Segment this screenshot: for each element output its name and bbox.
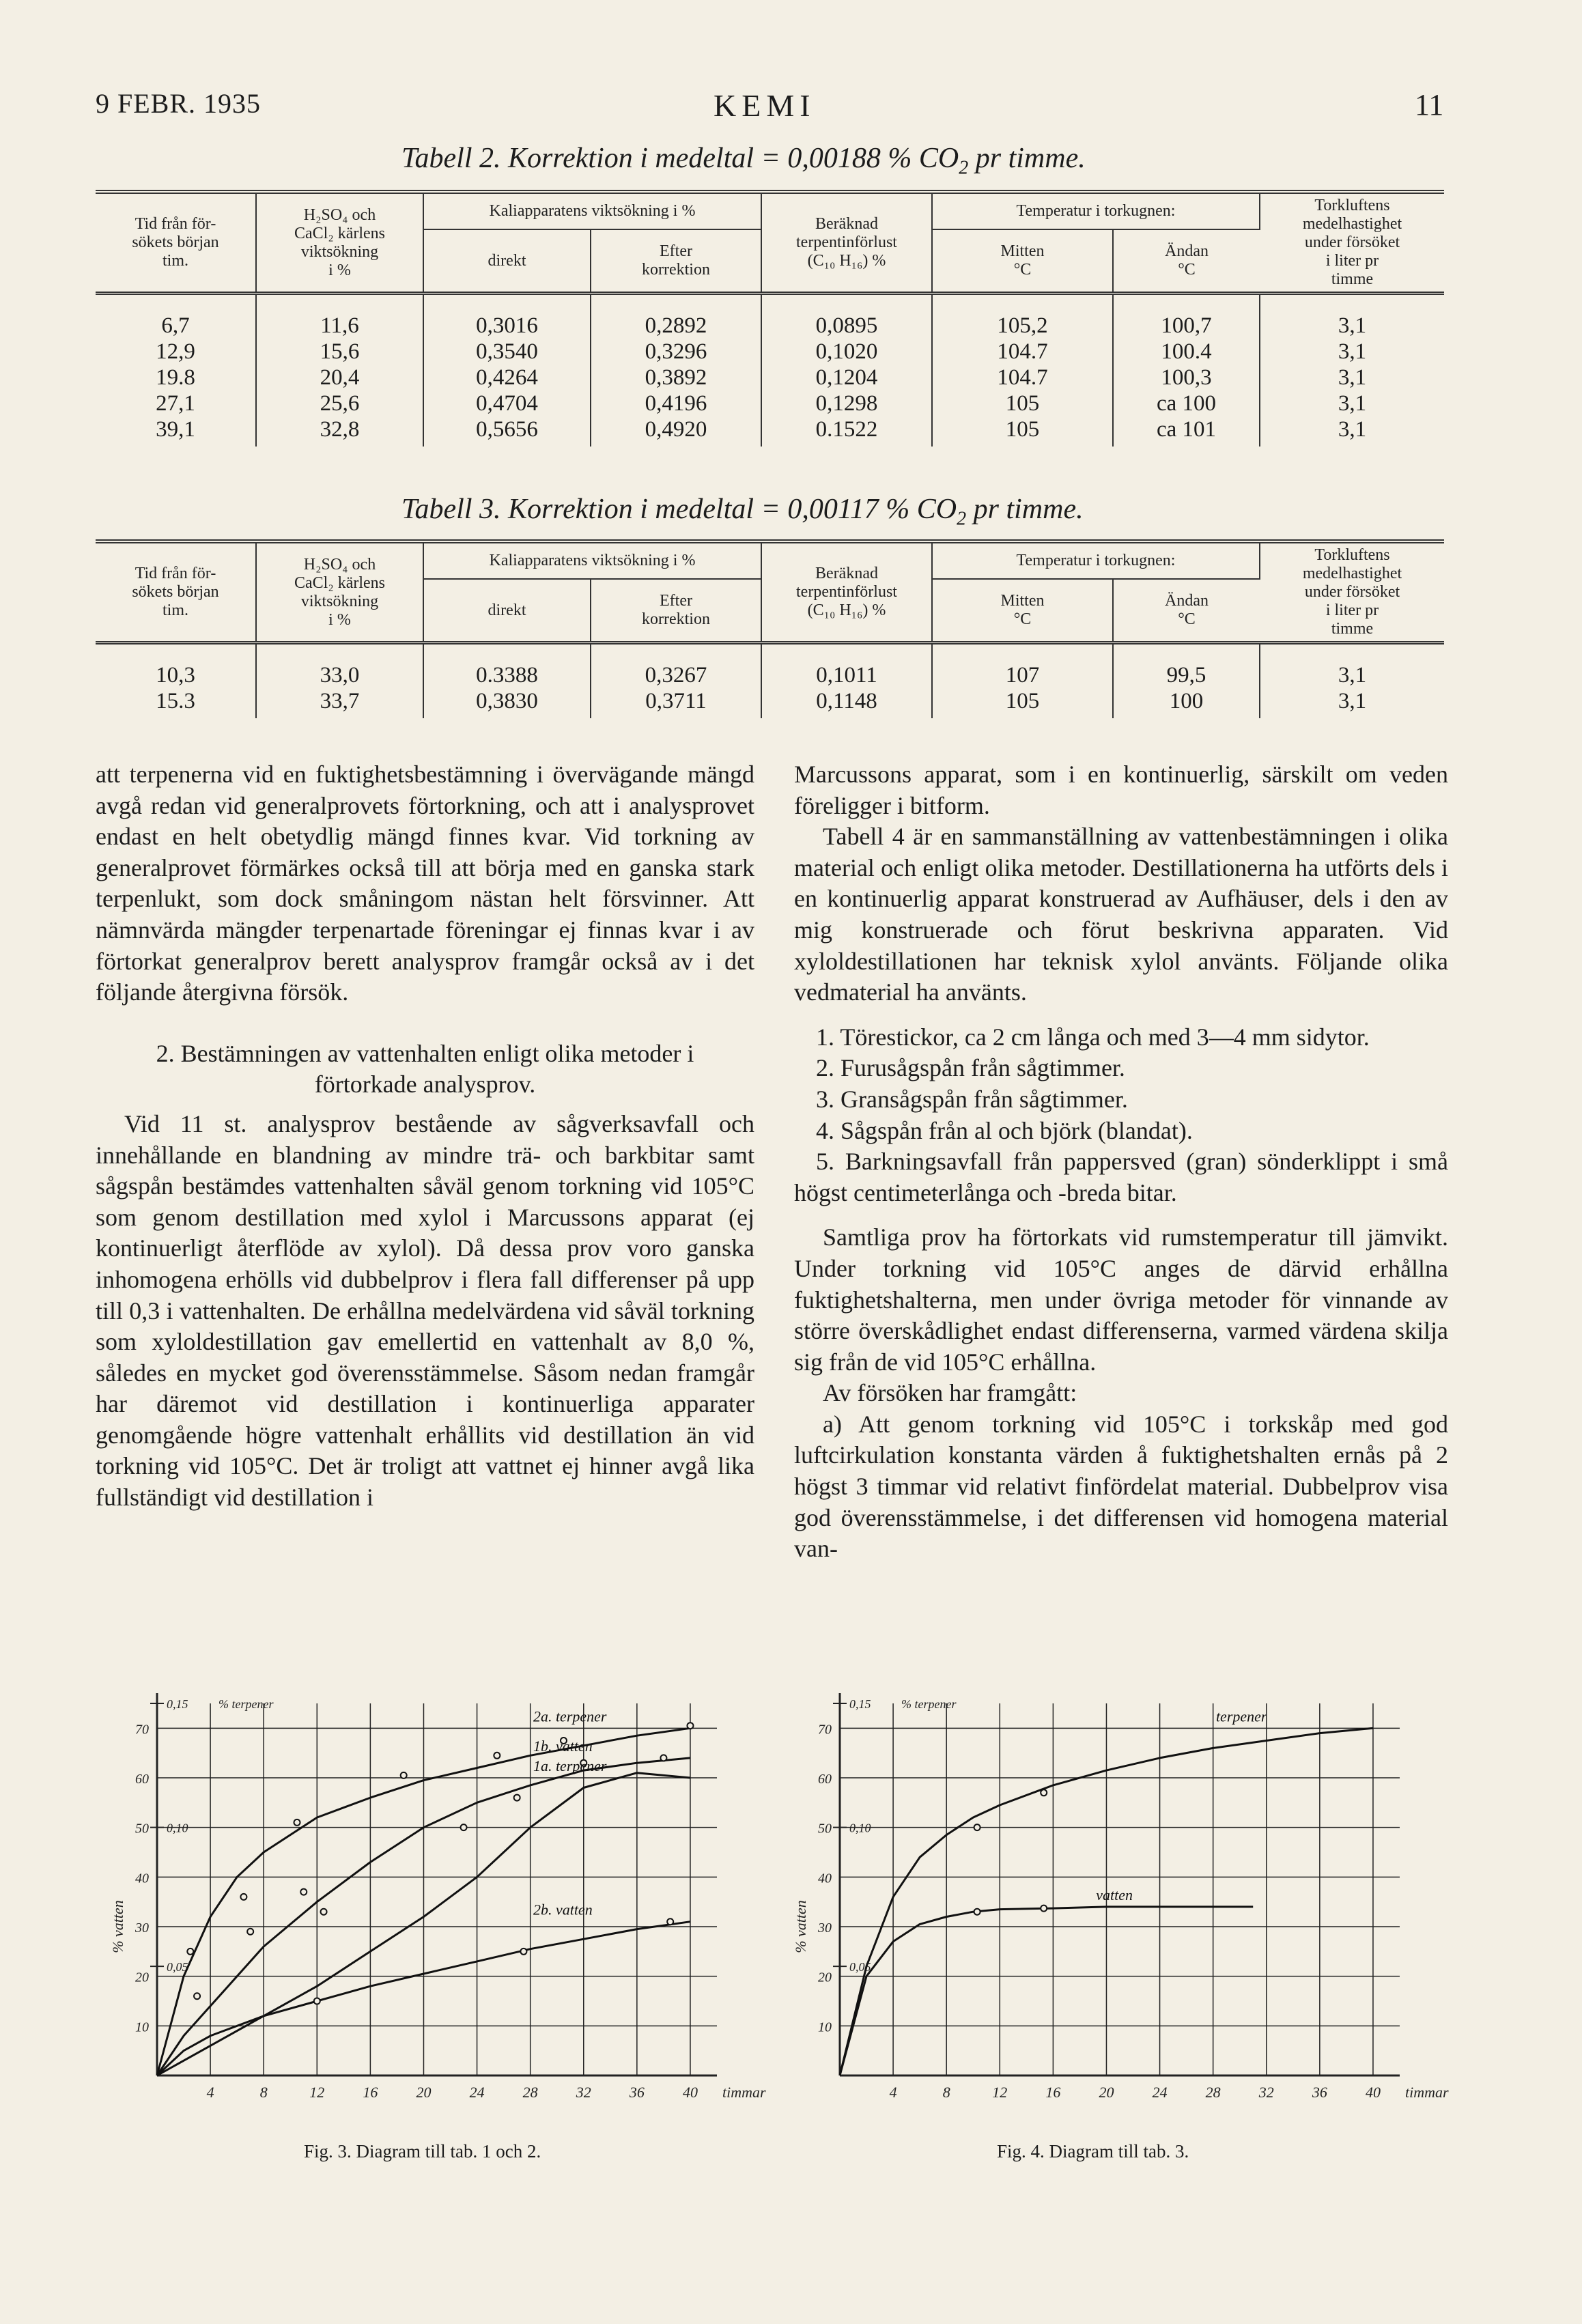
data-point [974,1909,980,1915]
data-point [667,1918,673,1925]
data-point [660,1755,666,1761]
data-point [314,1998,320,2004]
col-direkt: direkt [423,579,591,643]
x-tick-label: 36 [629,2084,645,2101]
cell: 32,8 [256,416,423,447]
cell: 0,4264 [423,365,591,391]
table2-caption: Tabell 2. Korrektion i medeltal = 0,00188 % $CO_2$ pr timme. [401,143,1086,179]
x-tick-label: 40 [682,2084,698,2101]
cell: 0,1204 [761,365,932,391]
col-kalia: Kaliapparatens viktsökning i % [423,541,761,579]
x-unit-label: timmar [722,2084,766,2101]
table3-caption: Tabell 3. Korrektion i medeltal = 0,00117 % $CO_2$ pr timme. [401,494,1084,530]
section-heading: 2. Bestämningen av vattenhalten enligt olika metoder i förtorkade analysprov. [156,1039,694,1099]
table-row [96,339,1444,365]
y-tick-label: 40 [818,1871,832,1886]
series-label: 2b. vatten [533,1901,593,1918]
figure-4-chart [785,1686,1449,2130]
table-row [96,688,1444,718]
cell: 27,1 [96,391,256,416]
cell: 15.3 [96,688,256,718]
cell: 3,1 [1338,391,1367,416]
data-point [1041,1905,1047,1912]
col-terpen: Beräknad terpentinförlust (C₁₀ H₁₆) % [761,192,932,294]
cell: 12,9 [96,339,256,365]
cell: 105 [932,688,1113,718]
y-tick-label: 20 [818,1970,832,1985]
table-row [96,643,1444,689]
data-point [194,1993,200,1999]
cell: 3,1 [1338,365,1367,390]
cell: 10,3 [96,643,256,689]
x-unit-label: timmar [1405,2084,1449,2101]
table-row [96,365,1444,391]
figure-3-chart [102,1686,766,2130]
x-tick-label: 32 [576,2084,591,2101]
journal-title: KEMI [714,88,816,123]
y2-tick-label: 0,10 [849,1821,871,1835]
data-point [240,1894,246,1900]
cell: 3,1 [1338,339,1367,364]
right-column [794,759,1448,1565]
col-kalia: Kaliapparatens viktsökning i % [423,192,761,229]
data-point [687,1723,693,1729]
cell: 107 [932,643,1113,689]
cell: 105,2 [932,294,1113,339]
x-tick-label: 24 [1152,2084,1168,2101]
cell: 0,0895 [761,294,932,339]
y-tick-label: 30 [818,1921,832,1936]
cell: 3,1 [1338,663,1367,688]
y-tick-label: 40 [135,1871,149,1886]
cell: 6,7 [96,294,256,339]
data-point [1041,1789,1047,1796]
cell: 11,6 [256,294,423,339]
data-point [401,1772,407,1779]
data-point [520,1949,526,1955]
data-point [461,1824,467,1830]
x-tick-label: 24 [469,2084,485,2101]
col-direkt: direkt [423,229,591,294]
y-axis-label: % vatten [792,1900,809,1953]
cell: 0,1020 [761,339,932,365]
y-tick-label: 10 [818,2020,832,2035]
y2-tick-label: 0,05 [167,1960,188,1974]
y-tick-label: 50 [818,1821,832,1837]
x-tick-label: 32 [1258,2084,1274,2101]
x-tick-label: 8 [942,2084,950,2101]
data-point [514,1795,520,1801]
cell: 0,3267 [591,643,761,689]
paragraph: Samtliga prov ha förtorkats vid rumstemperatur till jämvikt. Under torkning vid 105°C anges de därvid erhållna fuktighetshalterna, men under övriga metoder för vinnande av större överskådlighet endast differenserna, varmed värdena skilja sig från de vid 105°C erhållna. [794,1223,1448,1376]
paragraph: Av försöken har framgått: [823,1379,1077,1407]
cell: 105 [932,391,1113,416]
cell: 100,7 [1113,294,1260,339]
col-efter: Efter korrektion [591,229,761,294]
cell: 100,3 [1113,365,1260,391]
list-item: 4. Sågspån från al och björk (blandat). [816,1116,1193,1144]
cell: 0,3296 [591,339,761,365]
material-list [794,1022,1448,1209]
cell: 0.1522 [761,416,932,447]
col-h2so4: H₂SO₄ och CaCl₂ kärlens viktsökning i % [256,192,423,294]
paragraph: att terpenerna vid en fuktighetsbestämning i övervägande mängd avgå redan vid generalprovets förtorkning, och att i analysprovet endast en helt obetydlig mängd finnes kvar. Vid torkning av generalprovet förmärkes också till att börja med en ganska stark terpenlukt, som dock småningom nästan helt försvinner. Att nämnvärda mängder terpenartade föreningar ej finnas kvar i av förtorkat generalprov berett analysprov framgår också av i det följande återgivna försök. [96,761,754,1006]
y-tick-label: 60 [818,1772,832,1787]
cell: 0.3388 [423,643,591,689]
left-column [96,759,754,1514]
data-point [294,1819,300,1826]
list-item: 1. Törestickor, ca 2 cm långa och med 3—4 mm sidytor. [816,1023,1370,1051]
col-mitten: Mitten °C [932,229,1113,294]
cell: 0,4196 [591,391,761,416]
y-tick-label: 70 [818,1722,832,1738]
x-tick-label: 28 [522,2084,538,2101]
figure-4-caption: Fig. 4. Diagram till tab. 3. [997,2141,1189,2162]
cell: 0,3711 [591,688,761,718]
cell: 3,1 [1338,689,1367,713]
x-tick-label: 16 [1045,2084,1061,2101]
y-tick-label: 30 [135,1921,149,1936]
cell: 0,1148 [761,688,932,718]
y-tick-label: 10 [135,2020,149,2035]
page-number: 11 [1415,88,1444,122]
x-tick-label: 16 [363,2084,378,2101]
list-item: 2. Furusågspån från sågtimmer. [816,1054,1125,1082]
cell: 25,6 [256,391,423,416]
y-axis-label: % vatten [109,1900,126,1953]
col-time: Tid från för- sökets början tim. [96,192,256,294]
data-point [321,1909,327,1915]
data-point [247,1929,253,1935]
paragraph: Tabell 4 är en sammanställning av vattenbestämningen i olika material och enligt olika metoder. Destillationerna ha utförts dels i en kontinuerlig apparat konstruerad av Aufhäuser, dels i den av mig konstruerade och förut beskrivna apparaten. Vid xyloldestillationen har teknisk xylol använts. Följande olika vedmaterial ha använts. [794,823,1448,1006]
col-luft: Torkluftens medelhastighet under försöket i liter pr timme [1260,541,1444,643]
issue-date: 9 FEBR. 1935 [96,88,262,119]
cell: 3,1 [1338,417,1367,442]
series-label: 1a. terpener [533,1757,607,1774]
paragraph: Marcussons apparat, som i en kontinuerlig, särskilt om veden föreligger i bitform. [794,761,1448,819]
cell: 0,3830 [423,688,591,718]
cell: 3,1 [1338,313,1367,338]
col-andan: Ändan °C [1113,229,1260,294]
col-temp: Temperatur i torkugnen: [932,541,1260,579]
x-tick-label: 12 [309,2084,325,2101]
figure-3-caption: Fig. 3. Diagram till tab. 1 och 2. [304,2141,541,2162]
series-line [840,1907,1253,2075]
y2-tick-label: 0,15 [167,1697,188,1711]
y2-axis-label: % terpener [218,1697,274,1711]
cell: 105 [932,416,1113,447]
y2-tick-label: 0,05 [849,1960,871,1974]
x-tick-label: 40 [1365,2084,1381,2101]
x-tick-label: 4 [889,2084,897,2101]
paragraph: Vid 11 st. analysprov bestående av sågverksavfall och innehållande en blandning av mindre trä- och barkbitar samt sågspån bestämdes vattenhalten såväl genom torkning vid 105°C som genom destillation med xylol i Marcussons apparat (ej kontinuerligt återflöde av xylol). Då dessa prov voro ganska inhomogena erhölls vid dubbelprov i flera fall differenser på upp till 0,3 i vattenhalten. De erhållna medelvärdena vid såväl torkning som xyloldestillation gav emellertid en vattenhalt av 8,0 %, således en mycket god överensstämmelse. Såsom nedan framgår har däremot vid destillation i kontinuerliga apparater genomgående högre vattenhalt erhållits vid destillation än vid torkning vid 105°C. Det är troligt att vattnet ej hinner avgå lika fullständigt vid destillation i [96,1109,754,1512]
col-temp: Temperatur i torkugnen: [932,192,1260,229]
cell: ca 100 [1113,391,1260,416]
series-label: terpener [1215,1707,1267,1725]
x-tick-label: 36 [1312,2084,1327,2101]
cell: 99,5 [1113,643,1260,689]
cell: 104.7 [932,365,1113,391]
col-luft: Torkluftens medelhastighet under försöket i liter pr timme [1260,192,1444,294]
y-tick-label: 70 [135,1722,149,1738]
data-point [974,1824,980,1830]
table-3 [96,539,1444,718]
cell: 0,4920 [591,416,761,447]
cell: 20,4 [256,365,423,391]
table-row [96,294,1444,339]
col-h2so4: H₂SO₄ och CaCl₂ kärlens viktsökning i % [256,541,423,643]
y2-tick-label: 0,15 [849,1697,871,1711]
cell: 0,2892 [591,294,761,339]
cell: 33,0 [256,643,423,689]
y-tick-label: 50 [135,1821,149,1837]
cell: 39,1 [96,416,256,447]
table-2 [96,190,1444,447]
x-tick-label: 20 [1099,2084,1114,2101]
cell: 0,1298 [761,391,932,416]
x-tick-label: 28 [1205,2084,1221,2101]
cell: 0,3892 [591,365,761,391]
cell: 19.8 [96,365,256,391]
cell: 15,6 [256,339,423,365]
cell: 0,3016 [423,294,591,339]
data-point [300,1889,307,1895]
data-point [187,1949,193,1955]
paragraph: a) Att genom torkning vid 105°C i torkskåp med god luftcirkulation konstanta värden å fuktighetshalten ernås på 2 högst 3 timmar vid relativt finfördelat material. Dubbelprov visa god överensstämmelse, i det differensen vid homogena material van- [794,1410,1448,1563]
y-tick-label: 60 [135,1772,149,1787]
cell: 104.7 [932,339,1113,365]
series-label: 2a. terpener [533,1707,607,1725]
list-item: 5. Barkningsavfall från pappersved (gran) sönderklippt i små högst centimeterlånga och -breda bitar. [794,1148,1448,1206]
x-tick-label: 12 [992,2084,1008,2101]
col-time: Tid från för- sökets början tim. [96,541,256,643]
cell: 0,5656 [423,416,591,447]
cell: 33,7 [256,688,423,718]
table-row [96,391,1444,416]
y2-tick-label: 0,10 [167,1821,188,1835]
col-mitten: Mitten °C [932,579,1113,643]
x-tick-label: 20 [416,2084,432,2101]
series-label: 1b. vatten [533,1737,593,1755]
y-tick-label: 20 [135,1970,149,1985]
cell: ca 101 [1113,416,1260,447]
list-item: 3. Gransågspån från sågtimmer. [816,1085,1128,1113]
cell: 0,4704 [423,391,591,416]
col-efter: Efter korrektion [591,579,761,643]
cell: 100 [1113,688,1260,718]
col-andan: Ändan °C [1113,579,1260,643]
cell: 100.4 [1113,339,1260,365]
x-tick-label: 8 [259,2084,268,2101]
y2-axis-label: % terpener [901,1697,957,1711]
col-terpen: Beräknad terpentinförlust (C₁₀ H₁₆) % [761,541,932,643]
x-tick-label: 4 [206,2084,214,2101]
data-point [494,1753,500,1759]
table-row [96,416,1444,447]
cell: 0,1011 [761,643,932,689]
cell: 0,3540 [423,339,591,365]
series-label: vatten [1096,1886,1133,1903]
